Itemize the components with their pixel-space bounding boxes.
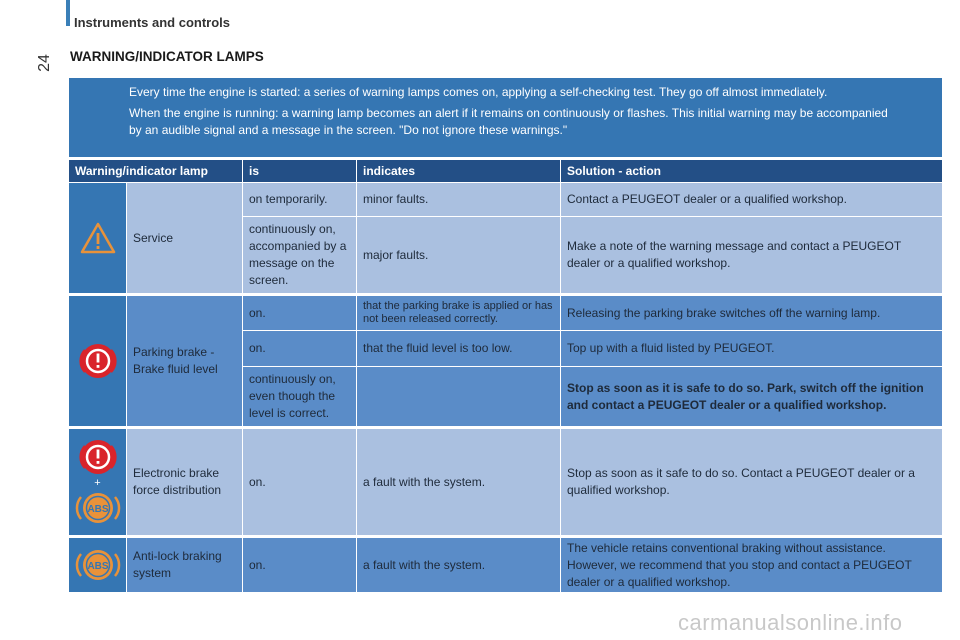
abs-label: ABS [86, 561, 109, 572]
watermark: carmanualsonline.info [678, 610, 903, 635]
intro-box [69, 78, 942, 157]
table-cell: on. [243, 538, 356, 592]
table-cell: Releasing the parking brake switches off the warning lamp. [561, 296, 942, 330]
lamp-name: Anti-lock braking system [127, 538, 242, 592]
abs-label: ABS [86, 504, 109, 515]
column-header: is [243, 160, 356, 182]
section-title: Instruments and controls [74, 15, 231, 30]
ebd-icon-cell [69, 429, 126, 535]
column-header: indicates [357, 160, 560, 182]
column-header: Solution - action [561, 160, 942, 182]
page-heading: WARNING/INDICATOR LAMPS [70, 49, 264, 64]
section-marker-bar [66, 0, 70, 26]
table-cell: that the parking brake is applied or has not been released correctly. [357, 296, 560, 330]
abs-icon [75, 489, 121, 527]
table-cell: that the fluid level is too low. [357, 331, 560, 366]
table-cell: on. [243, 296, 356, 330]
table-cell: on. [243, 331, 356, 366]
parking-icon-cell [69, 296, 126, 426]
brake-warning-icon [76, 437, 120, 477]
brake-warning-icon [76, 341, 120, 381]
table-cell: minor faults. [357, 183, 560, 216]
lamp-name: Parking brake - Brake fluid level [127, 296, 242, 426]
column-header: Warning/indicator lamp [69, 160, 242, 182]
plus-sign: + [94, 477, 101, 489]
intro-paragraph: Every time the engine is started: a series of warning lamps comes on, applying a self-checking test. They go off almost immediately. [129, 85, 828, 99]
lamp-name: Electronic brake force distribution [127, 429, 242, 535]
warning-triangle-icon [80, 222, 116, 254]
table-cell: Top up with a fluid listed by PEUGEOT. [561, 331, 942, 366]
page-number: 24 [36, 54, 53, 72]
table-cell: on temporarily. [243, 183, 356, 216]
service-icon-cell [69, 183, 126, 293]
lamp-name: Service [127, 183, 242, 293]
table-cell: Contact a PEUGEOT dealer or a qualified workshop. [561, 183, 942, 216]
abs-icon-cell [69, 538, 126, 592]
table-cell: major faults. [357, 217, 560, 293]
intro-paragraph: When the engine is running: a warning lamp becomes an alert if it remains on continuously or flashes. This initial warning may be accompanied by an audible signal and a message in the screen. "Do not ignore these warnings." [129, 106, 888, 137]
abs-icon [75, 546, 121, 584]
table-cell: Stop as soon as it is safe to do so. Park, switch off the ignition and contact a PEUGEOT dealer or a qualified workshop. [561, 367, 942, 426]
table-cell [357, 367, 560, 426]
table-cell: continuously on, accompanied by a message on the screen. [243, 217, 356, 293]
table-cell: Make a note of the warning message and contact a PEUGEOT dealer or a qualified workshop. [561, 217, 942, 293]
table-cell: The vehicle retains conventional braking without assistance. However, we recommend that you stop and contact a PEUGEOT dealer or a qualified workshop. [561, 538, 942, 592]
table-cell: a fault with the system. [357, 429, 560, 535]
table-cell: continuously on, even though the level is correct. [243, 367, 356, 426]
table-cell: a fault with the system. [357, 538, 560, 592]
table-cell: on. [243, 429, 356, 535]
table-cell: Stop as soon as it safe to do so. Contact a PEUGEOT dealer or a qualified workshop. [561, 429, 942, 535]
